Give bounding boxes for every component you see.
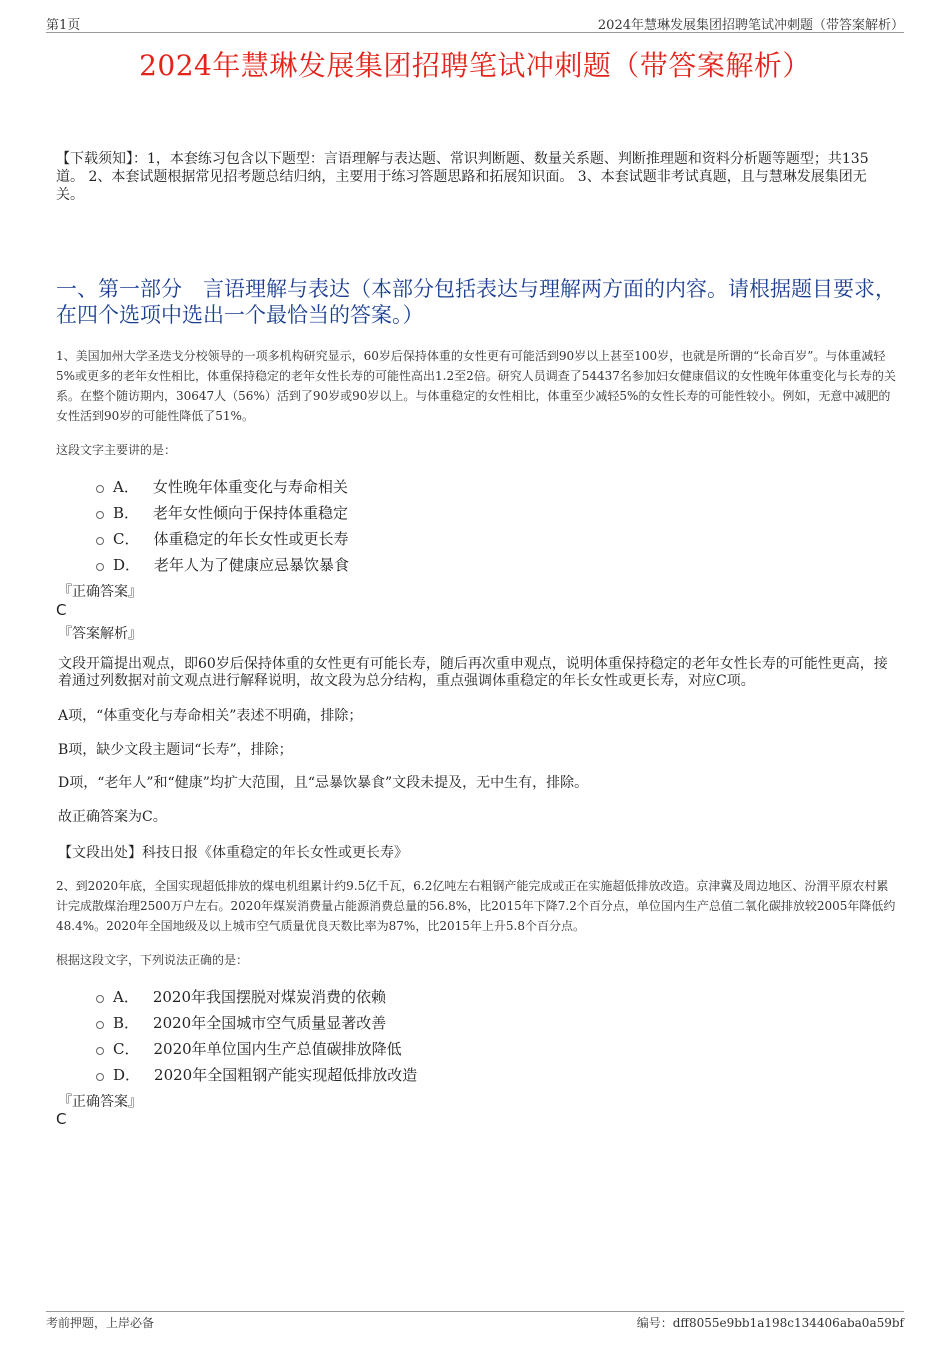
- q2-option-d[interactable]: [96, 1061, 417, 1087]
- option-letter: B．: [113, 503, 140, 522]
- radio-icon[interactable]: [96, 485, 104, 493]
- q1-option-a[interactable]: [96, 473, 349, 499]
- option-text: 体重稳定的年长女性或更长寿: [153, 529, 349, 548]
- document-title: 2024年慧琳发展集团招聘笔试冲刺题（带答案解析）: [139, 49, 811, 82]
- radio-icon[interactable]: [96, 563, 104, 571]
- radio-icon[interactable]: [96, 995, 104, 1003]
- radio-icon[interactable]: [96, 1047, 104, 1055]
- q2-option-a[interactable]: [96, 983, 417, 1009]
- question-1-prompt: 这段文字主要讲的是：: [56, 443, 177, 457]
- radio-icon[interactable]: [96, 537, 104, 545]
- header-doc-title: 2024年慧琳发展集团招聘笔试冲刺题（带答案解析）: [597, 18, 904, 33]
- q1-analysis-paragraph: A项，“体重变化与寿命相关”表述不明确，排除；: [58, 708, 363, 724]
- q1-answer-label: 『正确答案』: [58, 584, 142, 600]
- option-text: 2020年我国摆脱对煤炭消费的依赖: [152, 987, 387, 1006]
- page-number: 第1页: [46, 18, 81, 33]
- radio-icon[interactable]: [96, 1021, 104, 1029]
- footer-divider: [46, 1311, 904, 1312]
- radio-icon[interactable]: [96, 511, 104, 519]
- option-letter: A．: [113, 987, 139, 1006]
- option-text: 2020年全国粗钢产能实现超低排放改造: [154, 1065, 418, 1084]
- option-letter: C．: [113, 529, 140, 548]
- option-letter: D．: [113, 555, 141, 574]
- option-text: 老年女性倾向于保持体重稳定: [153, 503, 349, 522]
- question-2-stem: 2、到2020年底，全国实现超低排放的煤电机组累计约9.5亿千瓦，6.2亿吨左右粗钢产能完成或正在实施超低排放改造。京津冀及周边地区、汾渭平原农村累计完成散煤治理2500万户左右。2020年煤炭消费量占能源消费总量的56.8%，比2015年下降7.2个百分点，单位国内生产总值二氧化碳排放较2005年降低约48.4%。2020年全国地级及以上城市空气质量优良天数比率为87%，比2015年上升5.8个百分点。: [56, 879, 896, 933]
- option-text: 2020年单位国内生产总值碳排放降低: [153, 1039, 402, 1058]
- q1-option-c[interactable]: [96, 525, 349, 551]
- q1-analysis-paragraph: B项，缺少文段主题词“长寿”，排除；: [58, 742, 293, 758]
- page-header: [46, 14, 904, 33]
- download-notice: 【下载须知】：1，本套练习包含以下题型：言语理解与表达题、常识判断题、数量关系题、判断推理题和资料分析题等题型；共135道。 2、本套试题根据常见招考题总结归纳，主要用于练习答题思路和拓展知识面。 3、本套试题非考试真题，且与慧琳发展集团无关。: [56, 151, 869, 203]
- q2-answer: C: [56, 1110, 67, 1128]
- question-1-stem: 1、美国加州大学圣迭戈分校领导的一项多机构研究显示，60岁后保持体重的女性更有可能活到90岁以上甚至100岁，也就是所谓的“长命百岁”。与体重减轻5%或更多的老年女性相比，体重保持稳定的老年女性长寿的可能性高出1.2至2倍。研究人员调查了54437名参加妇女健康倡议的女性晚年体重变化与长寿的关系。在整个随访期内，30647人（56%）活到了90岁或90岁以上。与体重稳定的女性相比，体重至少减轻5%的女性长寿的可能性较小。例如，无意中减肥的女性活到90岁的可能性降低了51%。: [56, 349, 896, 423]
- option-text: 老年人为了健康应忌暴饮暴食: [154, 555, 350, 574]
- footer-slogan: 考前押题，上岸必备: [46, 1316, 155, 1330]
- option-text: 女性晚年体重变化与寿命相关: [152, 477, 348, 496]
- q1-answer: C: [56, 601, 67, 619]
- option-letter: B．: [113, 1013, 140, 1032]
- q1-analysis-paragraph: 故正确答案为C。: [58, 809, 167, 825]
- option-text: 2020年全国城市空气质量显著改善: [153, 1013, 387, 1032]
- option-letter: A．: [113, 477, 139, 496]
- q2-option-c[interactable]: [96, 1035, 417, 1061]
- q1-analysis-paragraph: D项，“老年人”和“健康”均扩大范围，且“忌暴饮暴食”文段未提及，无中生有，排除。: [58, 775, 589, 791]
- radio-icon[interactable]: [96, 1073, 104, 1081]
- q1-option-b[interactable]: [96, 499, 349, 525]
- q1-analysis-paragraph: 文段开篇提出观点，即60岁后保持体重的女性更有可能长寿，随后再次重申观点，说明体重保持稳定的老年女性长寿的可能性更高，接着通过列数据对前文观点进行解释说明，故文段为总分结构，重点强调体重稳定的年长女性或更长寿，对应C项。: [58, 656, 888, 689]
- footer-doc-id: 编号：dff8055e9bb1a198c134406aba0a59bf: [636, 1316, 904, 1330]
- q2-answer-label: 『正确答案』: [58, 1094, 142, 1110]
- q2-option-b[interactable]: [96, 1009, 417, 1035]
- option-letter: C．: [113, 1039, 140, 1058]
- question-2-prompt: 根据这段文字，下列说法正确的是：: [56, 953, 249, 967]
- q1-source: 【文段出处】科技日报《体重稳定的年长女性或更长寿》: [58, 845, 408, 861]
- q1-analysis-label: 『答案解析』: [58, 626, 142, 642]
- question-1-options: [96, 473, 349, 577]
- section-title: 一、第一部分 言语理解与表达（本部分包括表达与理解两方面的内容。请根据题目要求，在四个选项中选出一个最恰当的答案。）: [56, 277, 896, 327]
- option-letter: D．: [113, 1065, 141, 1084]
- question-2-options: [96, 983, 417, 1087]
- q1-option-d[interactable]: [96, 551, 349, 577]
